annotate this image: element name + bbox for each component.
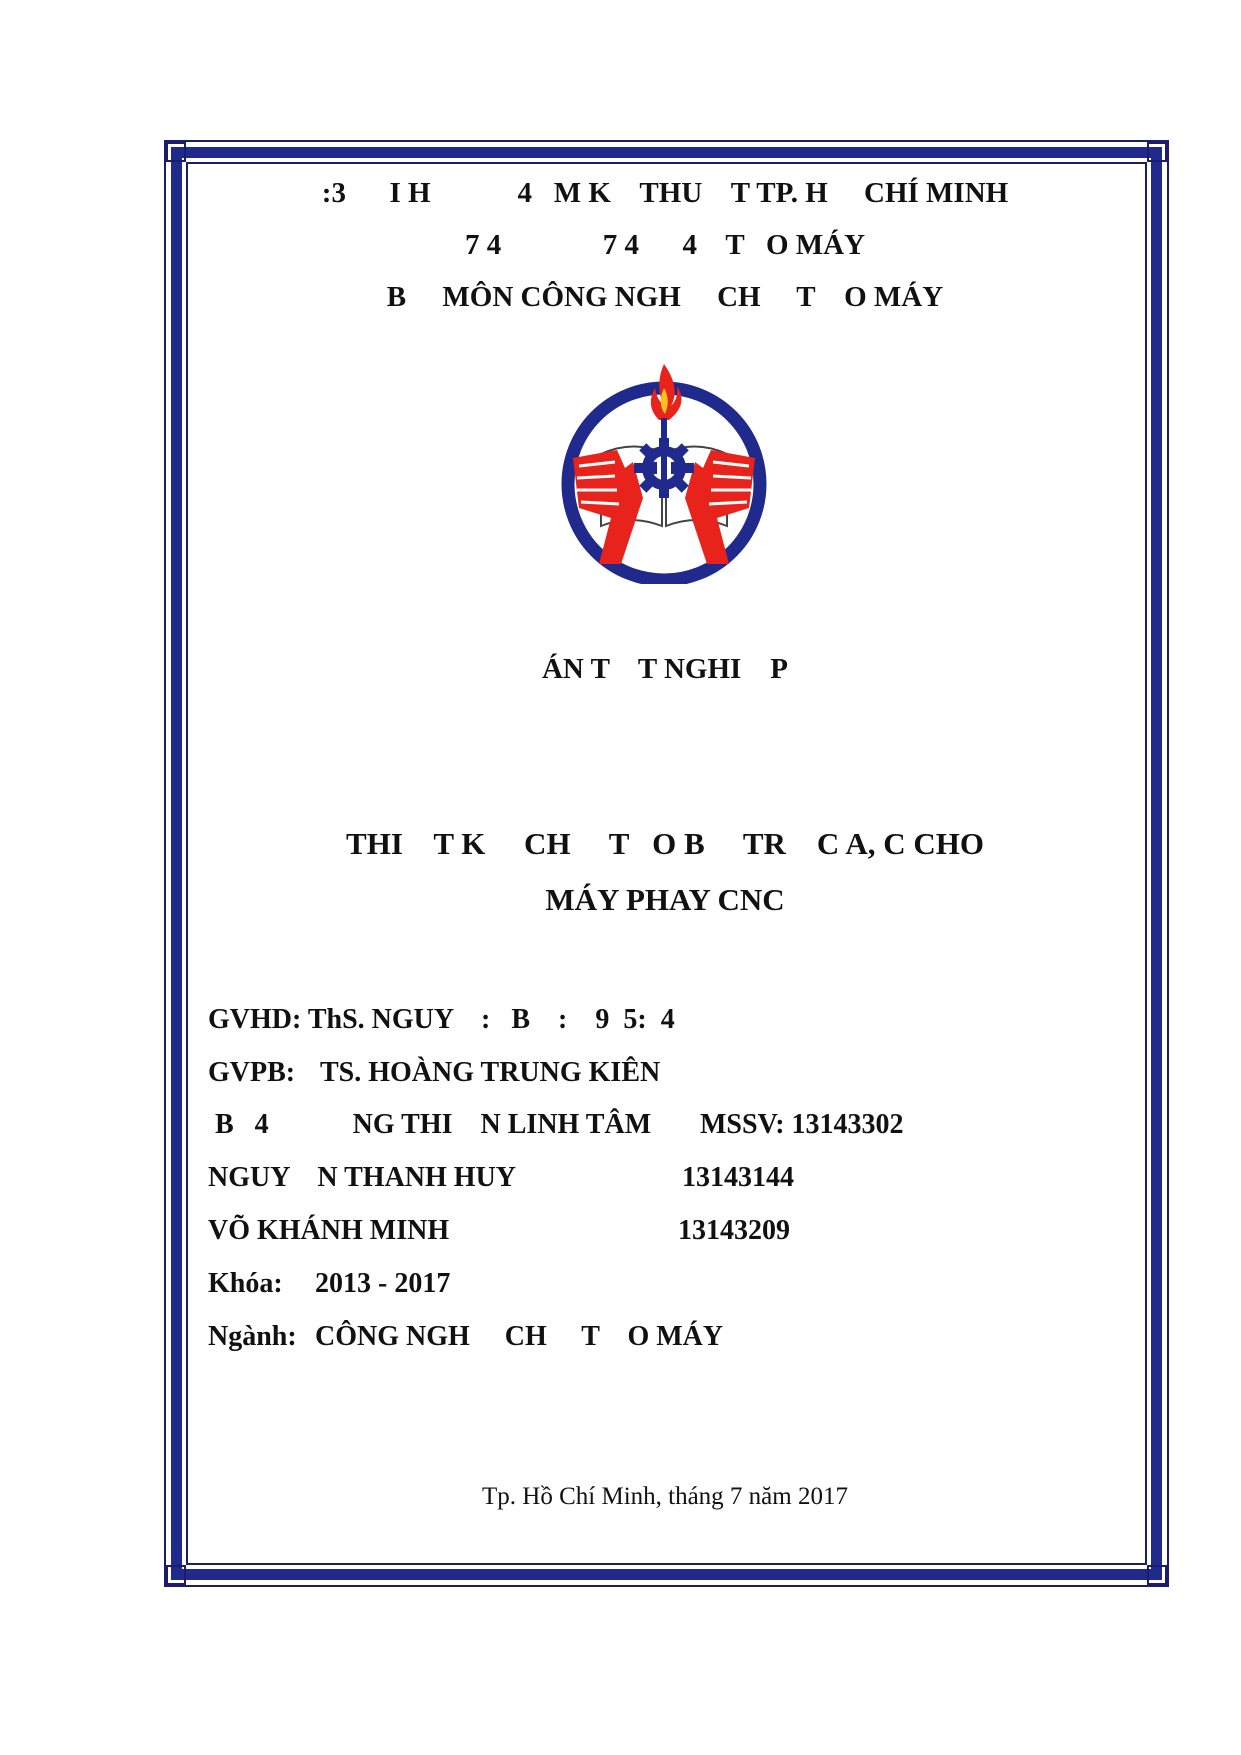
- border-corner-ornament: [166, 142, 186, 162]
- student-name-3: VÕ KHÁNH MINH: [208, 1215, 450, 1246]
- advisor-line: GVHD: ThS. NGUY : B : 9 5: 4: [208, 1004, 675, 1035]
- course-years: 2013 - 2017: [315, 1268, 451, 1299]
- faculty-line: 7 4 7 4 4 T O MÁY: [464, 229, 866, 261]
- major-value: CÔNG NGH CH T O MÁY: [315, 1321, 724, 1352]
- student-id-2: 13143144: [682, 1162, 794, 1193]
- student-name-1: B 4 NG THI N LINH TÂM: [208, 1109, 652, 1140]
- border-corner-ornament: [166, 1565, 186, 1585]
- university-logo-icon: [559, 358, 769, 584]
- major-label: Ngành:: [208, 1321, 297, 1352]
- student-name-2: NGUY N THANH HUY: [208, 1162, 517, 1193]
- reviewer-name: TS. HOÀNG TRUNG KIÊN: [320, 1057, 661, 1088]
- thesis-title-line-1: THI T K CH T O B TR C A, C CHO: [346, 826, 984, 861]
- ministry-line: :3 I H 4 M K THU T TP. H CHÍ MINH: [321, 177, 1009, 209]
- department-line: B MÔN CÔNG NGH CH T O MÁY: [386, 281, 944, 313]
- place-date: Tp. Hồ Chí Minh, tháng 7 năm 2017: [482, 1483, 848, 1510]
- border-corner-ornament: [1147, 1565, 1167, 1585]
- student-id-3: 13143209: [678, 1215, 790, 1246]
- student-id-1: MSSV: 13143302: [700, 1109, 904, 1140]
- reviewer-label: GVPB:: [208, 1057, 296, 1088]
- thesis-title-line-2: MÁY PHAY CNC: [545, 882, 785, 917]
- course-label: Khóa:: [208, 1268, 283, 1299]
- document-type: ÁN T T NGHI P: [541, 653, 789, 685]
- border-corner-ornament: [1147, 142, 1167, 162]
